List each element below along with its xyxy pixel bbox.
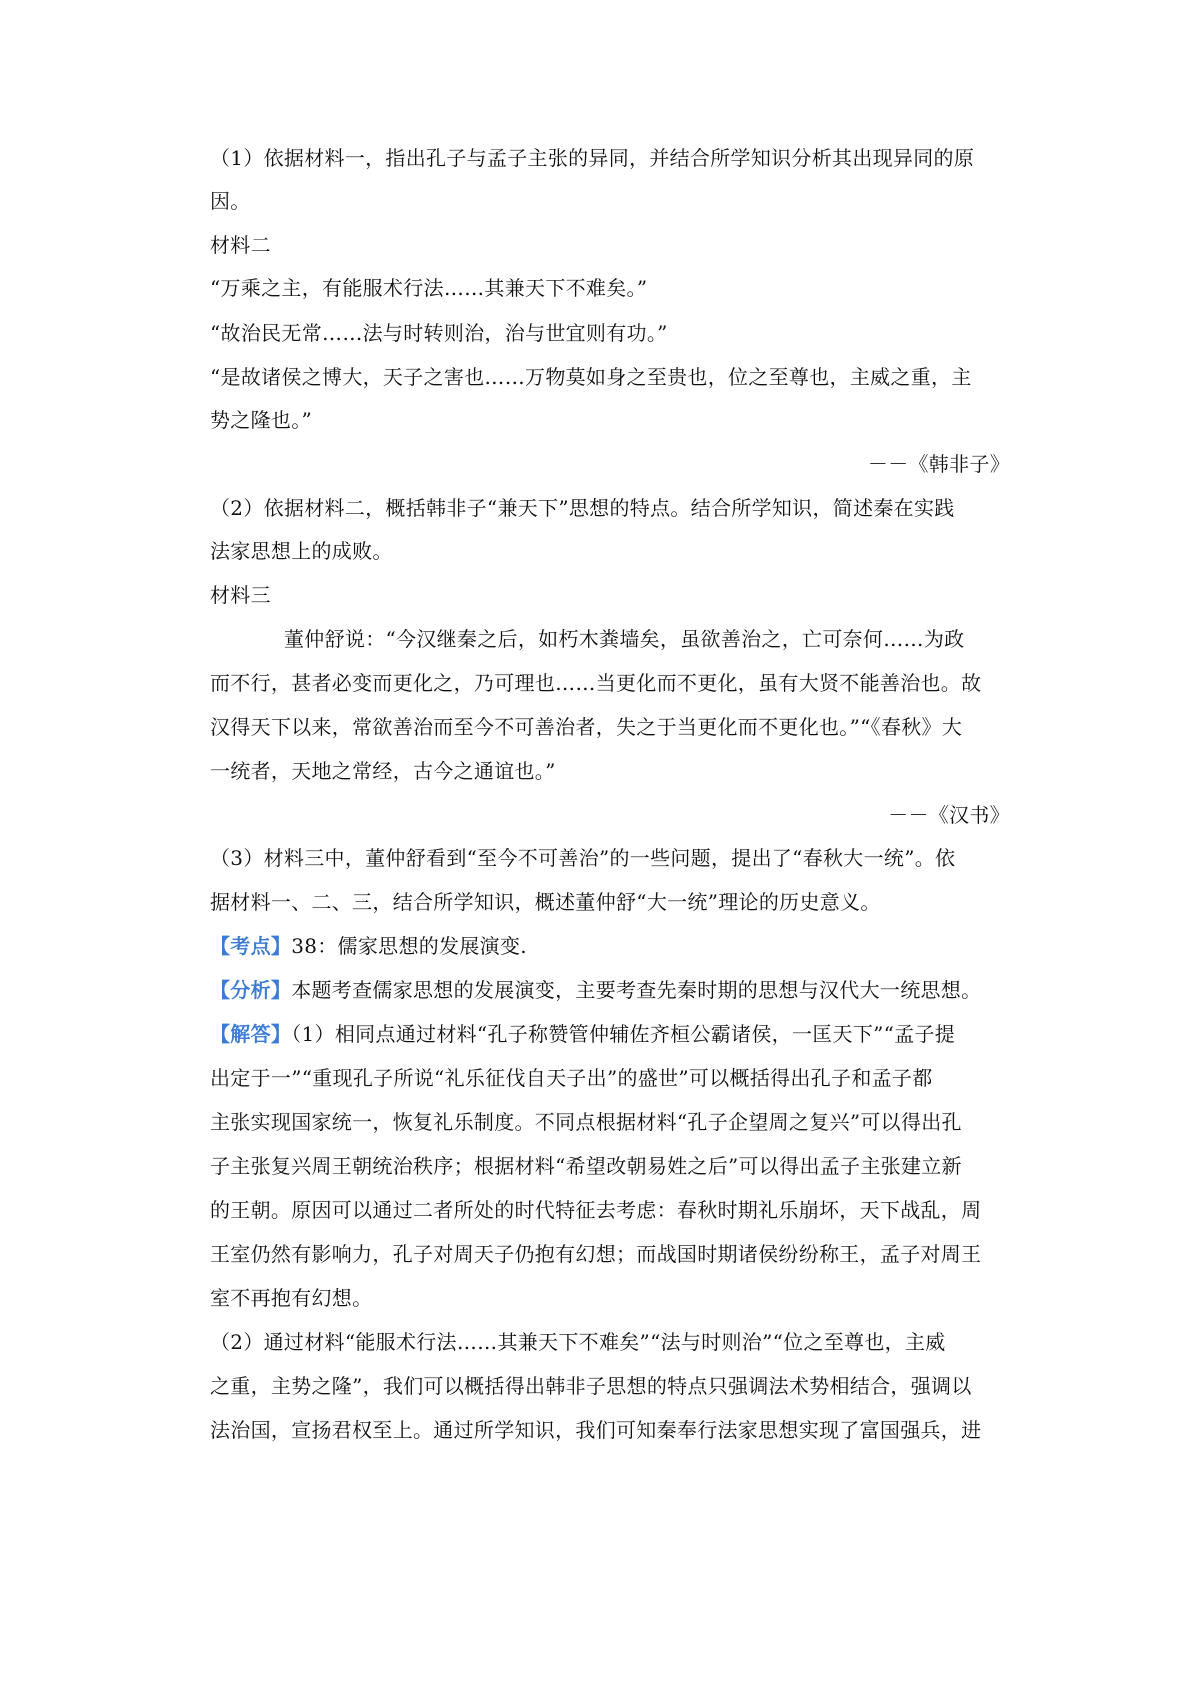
question-1-line-1: （1）依据材料一，指出孔子与孟子主张的异同，并结合所学知识分析其出现异同的原: [210, 146, 975, 170]
jieda-line-4: 子主张复兴周王朝统治秩序；根据材料“希望改朝易姓之后”可以得出孟子主张建立新: [210, 1154, 962, 1178]
jieda-line-1: [210, 1021, 1015, 1047]
material-2-quote-3-line-2: 势之隆也。”: [210, 408, 313, 432]
material-2-quote-2: “故治民无常……法与时转则治，治与世宜则有功。”: [210, 321, 668, 345]
jieda-line-2: 出定于一”“重现孔子所说“礼乐征伐自天子出”的盛世”可以概括得出孔子和孟子都: [210, 1066, 933, 1090]
jieda-tag: 【解答】: [210, 1022, 292, 1046]
answer-2-line-1: （2）通过材料“能服术行法……其兼天下不难矣”“法与时则治”“位之至尊也，主威: [210, 1330, 946, 1354]
question-3-line-2: 据材料一、二、三，结合所学知识，概述董仲舒“大一统”理论的历史意义。: [210, 890, 881, 914]
material-3-title: 材料三: [210, 583, 271, 607]
question-1-line-2: 因。: [210, 189, 251, 213]
material-2-quote-1: “万乘之主，有能服术行法……其兼天下不难矣。”: [210, 276, 648, 300]
jieda-line-7: 室不再抱有幻想。: [210, 1286, 373, 1310]
material-3-para-line-1: 董仲舒说：“今汉继秦之后，如朽木粪墙矣，虽欲善治之，亡可奈何……为政: [284, 627, 965, 651]
question-2-line-2: 法家思想上的成败。: [210, 539, 393, 563]
material-2-source: －－《韩非子》: [867, 452, 1010, 476]
kaodian-text: 38：儒家思想的发展演变.: [291, 934, 527, 958]
fenxi-tag: 【分析】: [210, 978, 292, 1002]
fenxi-text: 本题考查儒家思想的发展演变，主要考查先秦时期的思想与汉代大一统思想。: [291, 978, 982, 1002]
material-3-source: －－《汉书》: [888, 803, 1010, 827]
jieda-line-3: 主张实现国家统一，恢复礼乐制度。不同点根据材料“孔子企望周之复兴”可以得出孔: [210, 1110, 962, 1134]
kaodian-line: [210, 933, 1015, 959]
material-3-para-line-4: 一统者，天地之常经，古今之通谊也。”: [210, 759, 556, 783]
question-3-line-1: （3）材料三中，董仲舒看到“至今不可善治”的一些问题，提出了“春秋大一统”。依: [210, 846, 956, 870]
jieda-line-5: 的王朝。原因可以通过二者所处的时代特征去考虑：春秋时期礼乐崩坏，天下战乱，周: [210, 1198, 982, 1222]
jieda-line-6: 王室仍然有影响力，孔子对周天子仍抱有幻想；而战国时期诸侯纷纷称王，孟子对周王: [210, 1242, 982, 1266]
material-3-para-line-2: 而不行，甚者必变而更化之，乃可理也……当更化而不更化，虽有大贤不能善治也。故: [210, 671, 982, 695]
question-2-line-1: （2）依据材料二，概括韩非子“兼天下”思想的特点。结合所学知识，简述秦在实践: [210, 496, 955, 520]
answer-2-line-2: 之重，主势之隆”，我们可以概括得出韩非子思想的特点只强调法术势相结合，强调以: [210, 1374, 972, 1398]
fenxi-line: [210, 977, 1015, 1003]
answer-2-line-3: 法治国，宣扬君权至上。通过所学知识，我们可知秦奉行法家思想实现了富国强兵，进: [210, 1418, 982, 1442]
material-2-quote-3-line-1: “是故诸侯之博大，天子之害也……万物莫如身之至贵也，位之至尊也，主威之重，主: [210, 365, 972, 389]
kaodian-tag: 【考点】: [210, 934, 292, 958]
material-3-para-line-3: 汉得天下以来，常欲善治而至今不可善治者，失之于当更化而不更化也。”“《春秋》大: [210, 715, 963, 739]
jieda-text-1: （1）相同点通过材料“孔子称赞管仲辅佐齐桓公霸诸侯，一匡天下”“孟子提: [291, 1022, 956, 1046]
material-2-title: 材料二: [210, 233, 271, 257]
